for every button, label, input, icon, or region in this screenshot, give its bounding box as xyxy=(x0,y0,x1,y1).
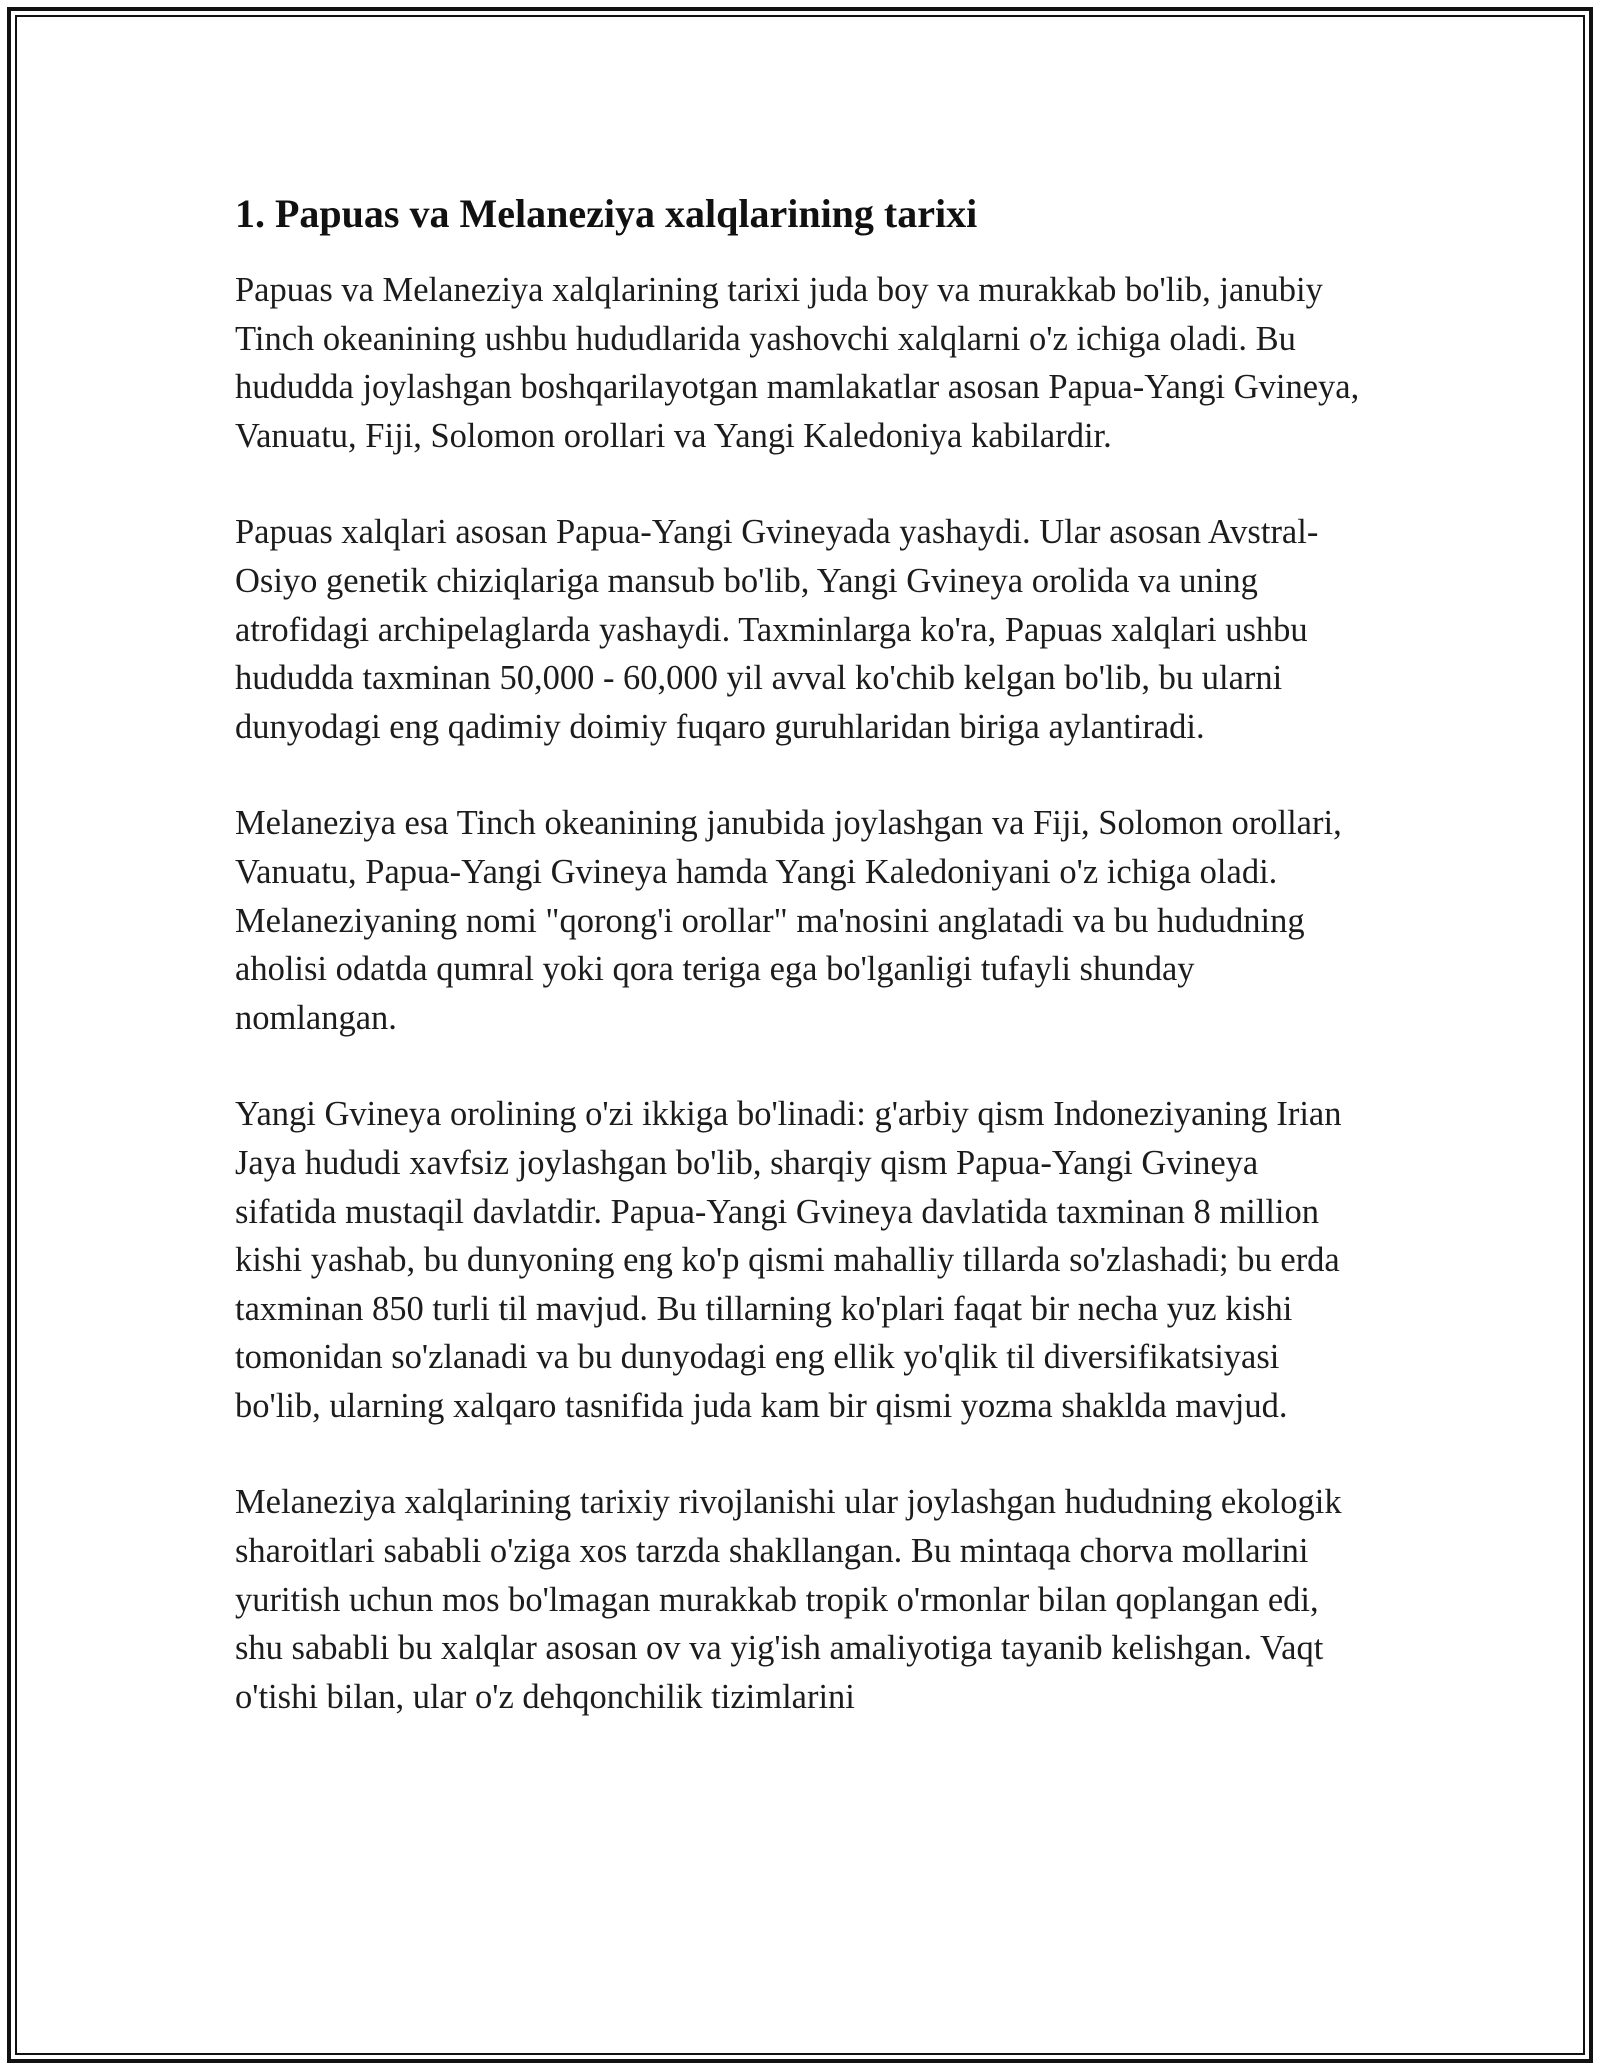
paragraph-2: Papuas xalqlari asosan Papua-Yangi Gvineyada yashaydi. Ular asosan Avstral-Osiyo genetik chiziqlariga mansub bo'lib, Yangi Gvineya orolida va uning atrofidagi archipelaglarda yashaydi. Taxminlarga ko'ra, Papuas xalqlari ushbu hududda taxminan 50,000 - 60,000 yil avval ko'chib kelgan bo'lib, bu ularni dunyodagi eng qadimiy doimiy fuqaro guruhlaridan biriga aylantiradi. xyxy=(235,513,1319,746)
paragraph-1: Papuas va Melaneziya xalqlarining tarixi juda boy va murakkab bo'lib, janubiy Tinch okeanining ushbu hududlarida yashovchi xalqlarni o'z ichiga oladi. Bu hududda joylashgan boshqarilayotgan mamlakatlar asosan Papua-Yangi Gvineya, Vanuatu, Fiji, Solomon orollari va Yangi Kaledoniya kabilardir. xyxy=(235,271,1360,455)
document-body xyxy=(235,188,1365,1769)
section-heading: 1. Papuas va Melaneziya xalqlarining tarixi xyxy=(235,191,978,236)
paragraph-3: Melaneziya esa Tinch okeanining janubida joylashgan va Fiji, Solomon orollari, Vanuatu, Papua-Yangi Gvineya hamda Yangi Kaledoniyani o'z ichiga oladi. Melaneziyaning nomi "qorong'i orollar" ma'nosini anglatadi va bu hududning aholisi odatda qumral yoki qora teriga ega bo'lganligi tufayli shunday nomlangan. xyxy=(235,804,1342,1037)
paragraph-4: Yangi Gvineya orolining o'zi ikkiga bo'linadi: g'arbiy qism Indoneziyaning Irian Jaya hududi xavfsiz joylashgan bo'lib, sharqiy qism Papua-Yangi Gvineya sifatida mustaqil davlatdir. Papua-Yangi Gvineya davlatida taxminan 8 million kishi yashab, bu dunyoning eng ko'p qismi mahalliy tillarda so'zlashadi; bu erda taxminan 850 turli til mavjud. Bu tillarning ko'plari faqat bir necha yuz kishi tomonidan so'zlanadi va bu dunyodagi eng ellik yo'qlik til diversifikatsiyasi bo'lib, ularning xalqaro tasnifida juda kam bir qismi yozma shaklda mavjud. xyxy=(235,1095,1342,1425)
paragraph-5: Melaneziya xalqlarining tarixiy rivojlanishi ular joylashgan hududning ekologik sharoitlari sababli o'ziga xos tarzda shakllangan. Bu mintaqa chorva mollarini yuritish uchun mos bo'lmagan murakkab tropik o'rmonlar bilan qoplangan edi, shu sababli bu xalqlar asosan ov va yig'ish amaliyotiga tayanib kelishgan. Vaqt o'tishi bilan, ular o'z dehqonchilik tizimlarini xyxy=(235,1483,1342,1716)
